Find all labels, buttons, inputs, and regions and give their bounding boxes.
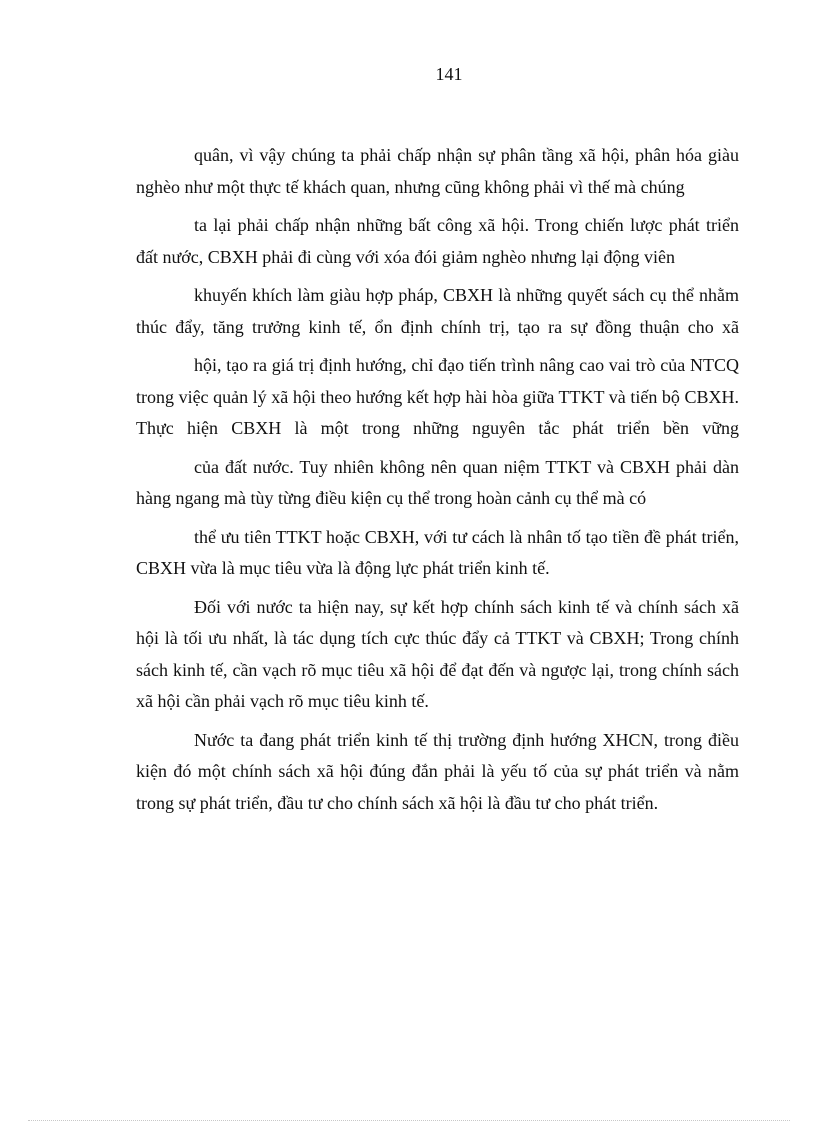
paragraph: quân, vì vậy chúng ta phải chấp nhận sự phân tầng xã hội, phân hóa giàu nghèo như một thực tế khách quan, nhưng cũng không phải vì thế mà chúng: [136, 145, 739, 197]
body-text: [136, 140, 739, 826]
page-number: 141: [435, 64, 463, 84]
bottom-dotted-rule: [28, 1120, 790, 1121]
paragraph: ta lại phải chấp nhận những bất công xã hội. Trong chiến lược phát triển đất nước, CBXH phải đi cùng với xóa đói giảm nghèo nhưng lại động viên: [136, 215, 739, 267]
paragraph: khuyến khích làm giàu hợp pháp, CBXH là những quyết sách cụ thể nhằm thúc đẩy, tăng trưởng kinh tế, ổn định chính trị, tạo ra sự đồng thuận cho xã: [136, 285, 739, 337]
paragraph: hội, tạo ra giá trị định hướng, chỉ đạo tiến trình nâng cao vai trò của NTCQ trong việc quản lý xã hội theo hướng kết hợp hài hòa giữa TTKT và tiến bộ CBXH. Thực hiện CBXH là một trong những nguyên tắc phát triển bền vững: [136, 355, 739, 438]
paragraph: Nước ta đang phát triển kinh tế thị trường định hướng XHCN, trong điều kiện đó một chính sách xã hội đúng đắn phải là yếu tố của sự phát triển và nằm trong sự phát triển, đầu tư cho chính sách xã hội là đầu tư cho phát triển.: [136, 729, 739, 813]
paragraph: của đất nước. Tuy nhiên không nên quan niệm TTKT và CBXH phải dàn hàng ngang mà tùy từng điều kiện cụ thể trong hoàn cảnh cụ thể mà có: [136, 456, 739, 508]
paragraph: thể ưu tiên TTKT hoặc CBXH, với tư cách là nhân tố tạo tiền đề phát triển, CBXH vừa là mục tiêu vừa là động lực phát triển kinh tế.: [136, 526, 739, 578]
paragraph: Đối với nước ta hiện nay, sự kết hợp chính sách kinh tế và chính sách xã hội là tối ưu nhất, là tác dụng tích cực thúc đẩy cả TTKT và CBXH; Trong chính sách kinh tế, cần vạch rõ mục tiêu xã hội để đạt đến và ngược lại, trong chính sách xã hội cần phải vạch rõ mục tiêu kinh tế.: [136, 596, 739, 711]
